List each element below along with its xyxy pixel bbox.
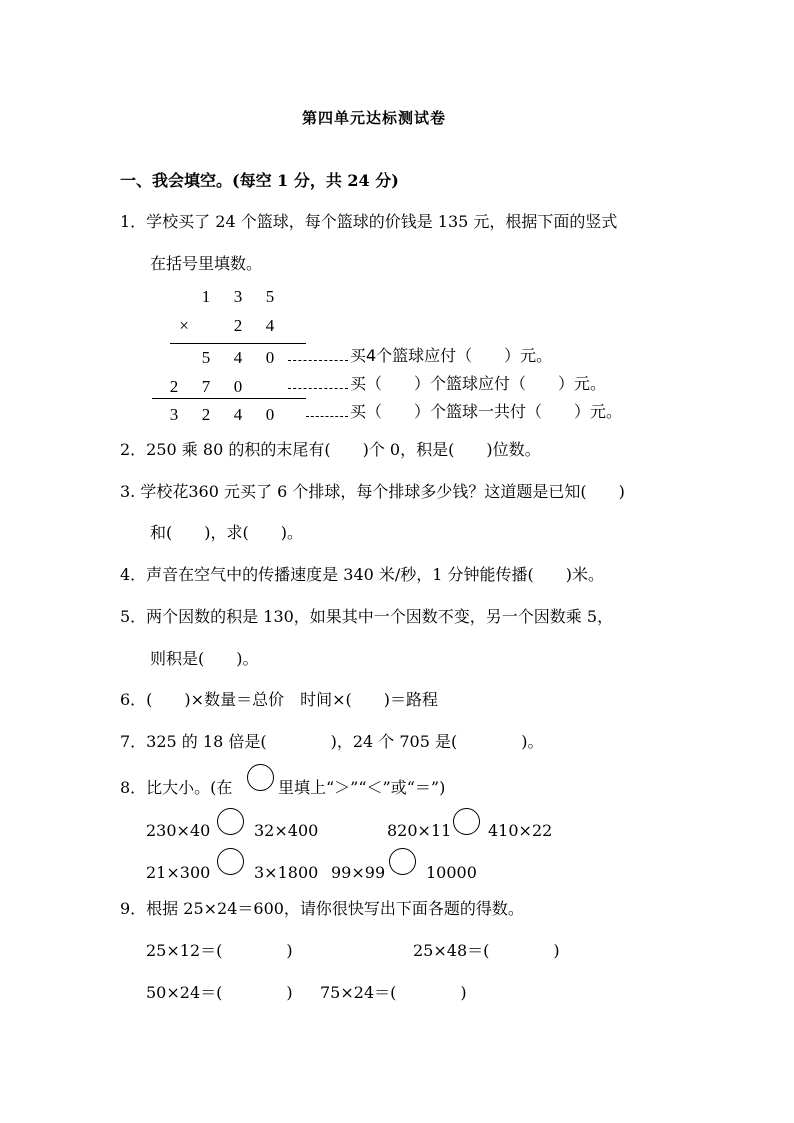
- compare-right: 410×22: [488, 821, 553, 840]
- vert-digit: 2: [233, 316, 243, 335]
- question-1-line-1: 1．学校买了 24 个篮球，每个篮球的价钱是 135 元，根据下面的竖式: [120, 212, 618, 231]
- question-3-line-1: 3. 学校花360 元买了 6 个排球，每个排球多少钱？这道题是已知( ): [120, 482, 625, 501]
- question-1-note-2: 买（ ）个篮球应付（ ）元。: [350, 374, 607, 393]
- page-title: 第四单元达标测试卷: [302, 109, 447, 127]
- vert-digit: 0: [233, 377, 243, 396]
- vert-digit: 4: [233, 405, 243, 424]
- question-9-line-1: 9．根据 25×24＝600，请你很快写出下面各题的得数。: [120, 899, 524, 918]
- vert-digit: 2: [201, 405, 211, 424]
- question-4: 4．声音在空气中的传播速度是 340 米/秒，1 分钟能传播( )米。: [120, 565, 605, 584]
- compare-circle[interactable]: [217, 848, 244, 875]
- question-1-note-3: 买（ ）个篮球一共付（ ）元。: [350, 402, 623, 421]
- question-5-line-1: 5．两个因数的积是 130，如果其中一个因数不变，另一个因数乘 5，: [120, 607, 614, 626]
- compare-circle[interactable]: [217, 808, 244, 835]
- vert-digit: 0: [265, 405, 275, 424]
- vert-digit: 4: [265, 316, 275, 335]
- question-1-line-2: 在括号里填数。: [150, 254, 263, 273]
- vert-rule: [152, 398, 306, 399]
- answer-expression: 75×24＝( ): [320, 983, 467, 1002]
- vert-digit: 7: [201, 377, 211, 396]
- compare-right: 10000: [426, 863, 477, 882]
- answer-expression: 25×12＝( ): [146, 941, 293, 960]
- question-7: 7．325 的 18 倍是( )，24 个 705 是( )。: [120, 732, 544, 751]
- compare-circle[interactable]: [389, 848, 416, 875]
- vert-digit: 3: [233, 287, 243, 306]
- answer-expression: 25×48＝( ): [413, 941, 560, 960]
- compare-left: 21×300: [146, 863, 211, 882]
- answer-expression: 50×24＝( ): [146, 983, 293, 1002]
- question-8-head-b: 里填上“＞”“＜”或“＝”): [278, 778, 446, 797]
- leader-line: [306, 416, 348, 417]
- vert-digit: 4: [233, 348, 243, 367]
- vert-digit: 5: [265, 287, 275, 306]
- leader-line: [288, 360, 348, 361]
- question-6: 6．( )×数量＝总价 时间×( )＝路程: [120, 690, 438, 709]
- vert-digit: 2: [169, 377, 179, 396]
- compare-left: 820×11: [387, 821, 452, 840]
- question-8-head-a: 8．比大小。(在: [120, 778, 233, 797]
- question-2: 2．250 乘 80 的积的末尾有( )个 0，积是( )位数。: [120, 440, 541, 459]
- question-1-note-1: 买4个篮球应付（ ）元。: [350, 346, 553, 365]
- section-heading: 一、我会填空。(每空 1 分，共 24 分): [120, 171, 399, 190]
- compare-right: 32×400: [254, 821, 319, 840]
- compare-circle[interactable]: [453, 808, 480, 835]
- question-5-line-2: 则积是( )。: [150, 649, 259, 668]
- vert-digit: 1: [201, 287, 211, 306]
- compare-left: 230×40: [146, 821, 211, 840]
- vert-digit: 5: [201, 348, 211, 367]
- vert-digit: 3: [169, 405, 179, 424]
- times-sign: ×: [179, 316, 189, 335]
- vert-digit: 0: [265, 348, 275, 367]
- question-3-line-2: 和( )，求( )。: [150, 523, 303, 542]
- compare-right: 3×1800: [254, 863, 319, 882]
- compare-left: 99×99: [331, 863, 386, 882]
- vert-rule: [170, 343, 306, 344]
- blank-circle[interactable]: [247, 764, 274, 791]
- leader-line: [288, 388, 348, 389]
